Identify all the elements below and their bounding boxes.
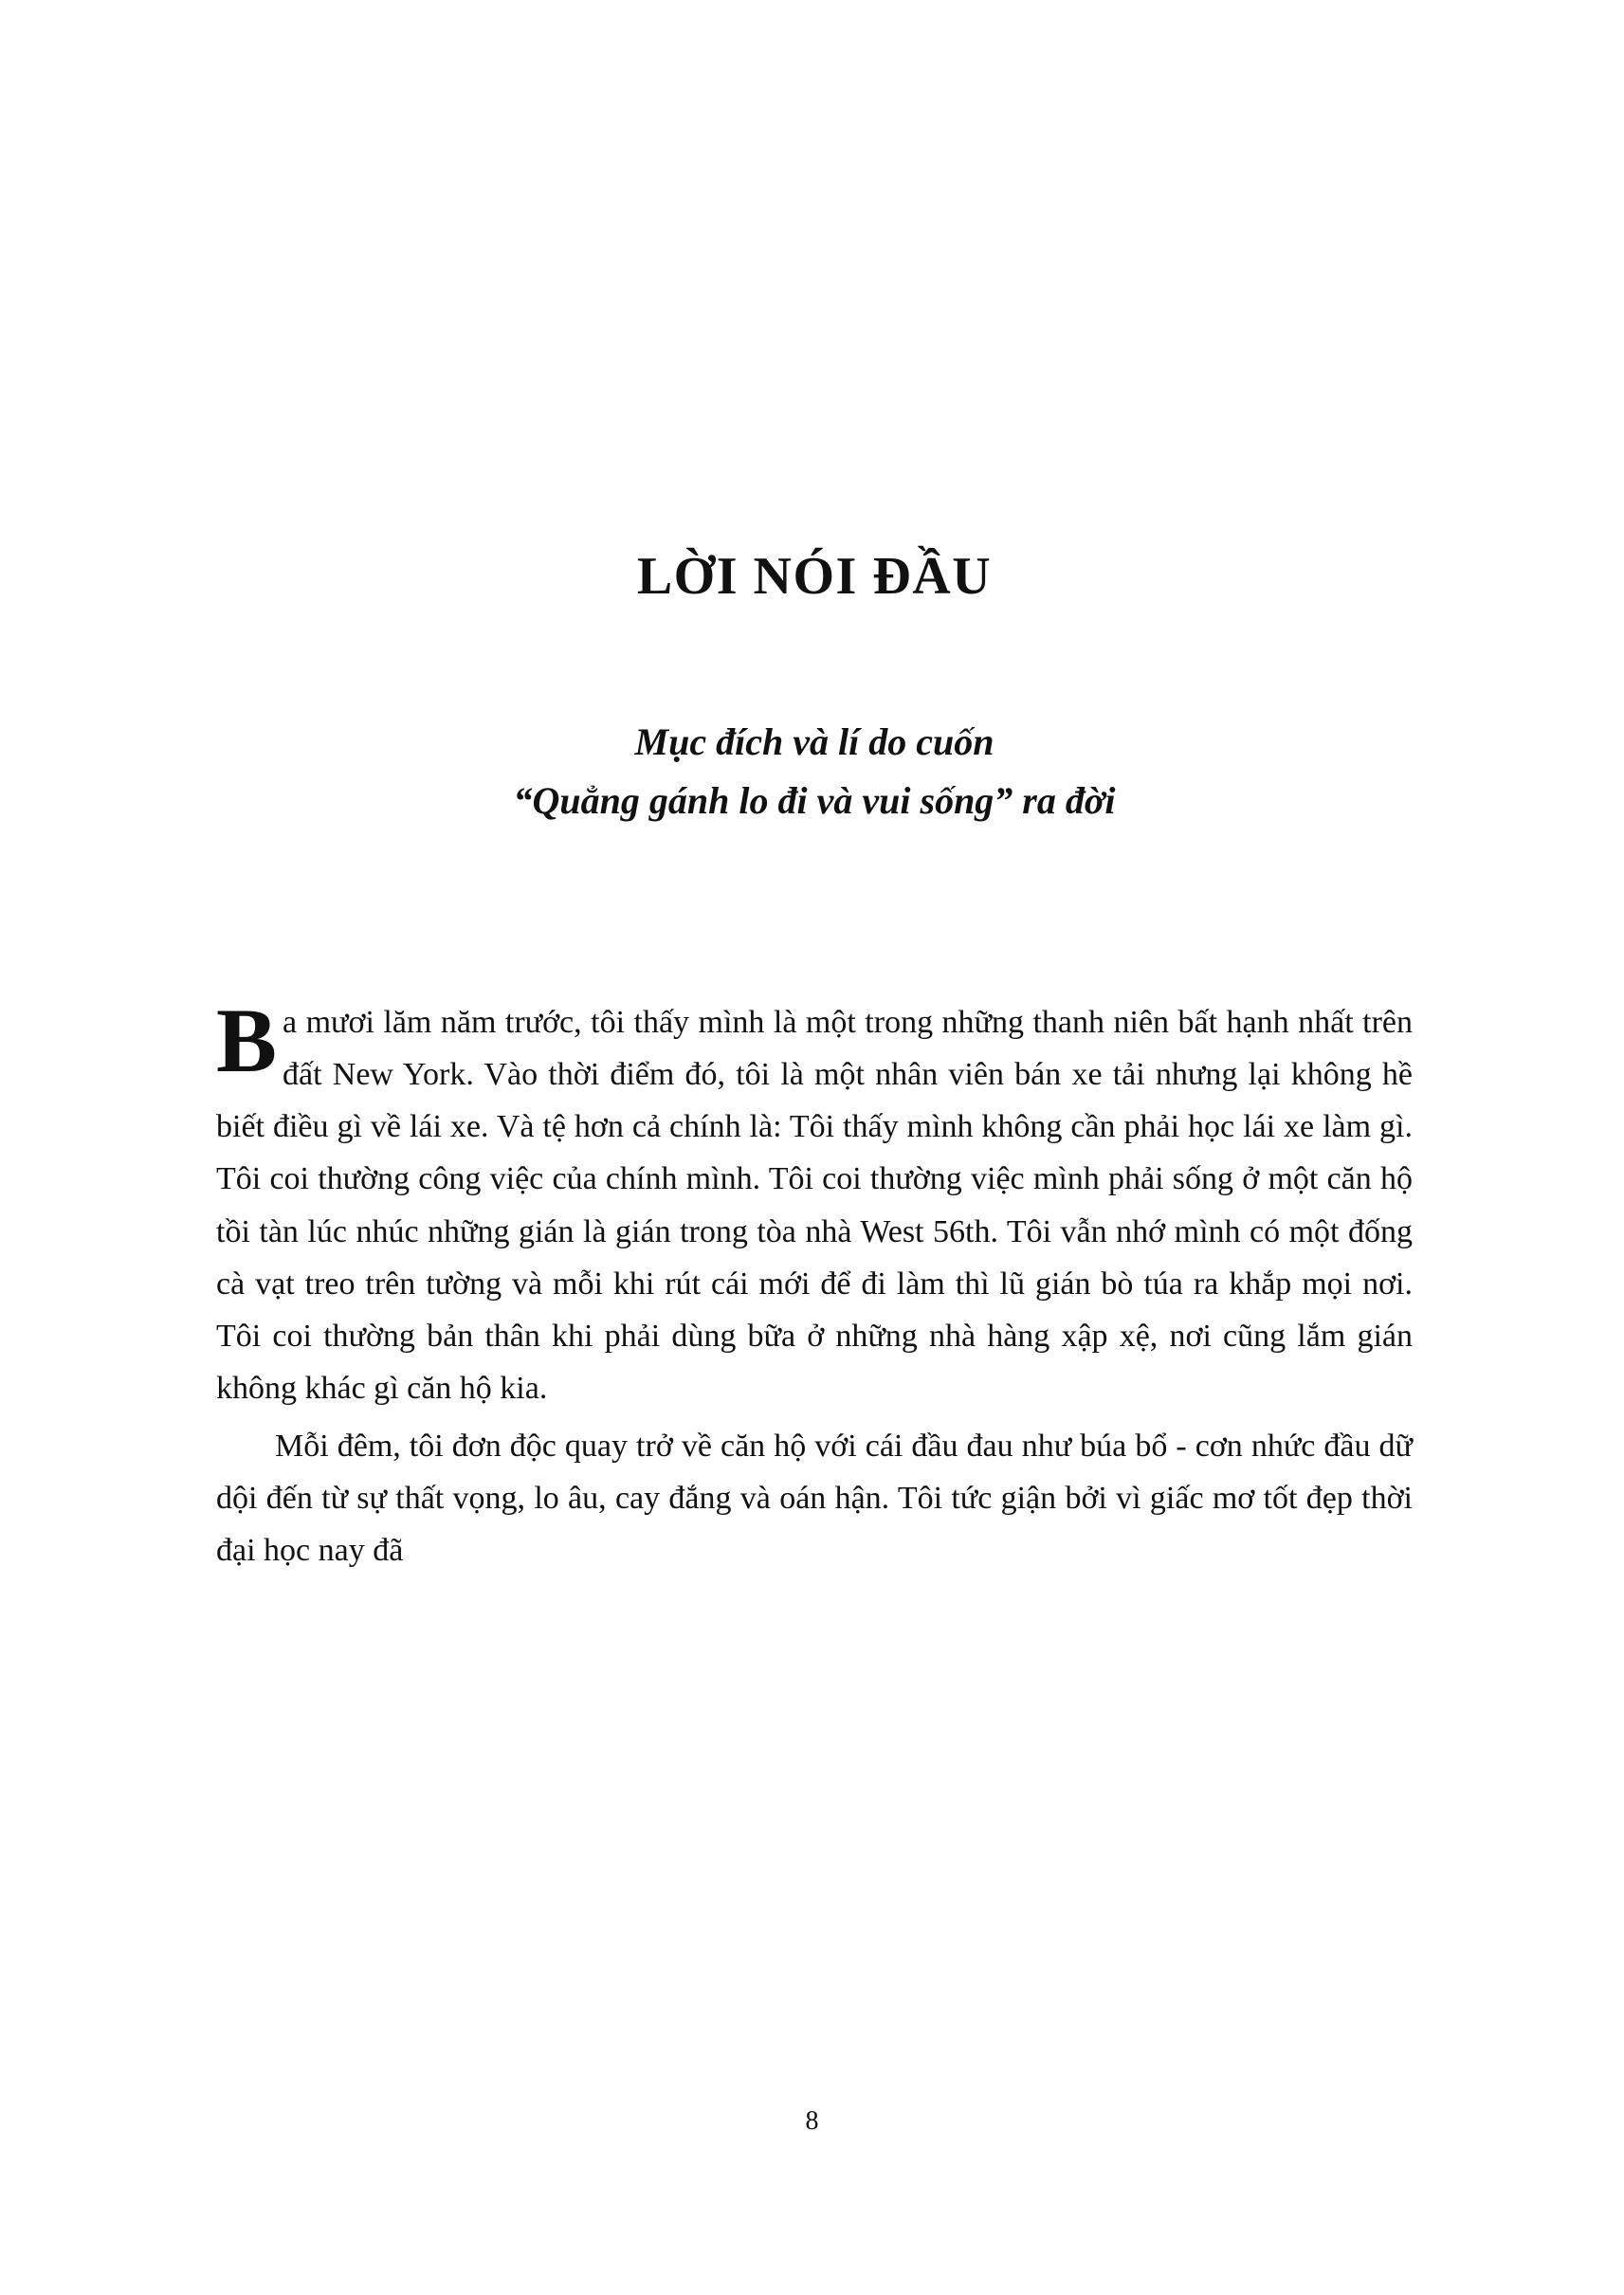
paragraph-first-text: a mươi lăm năm trước, tôi thấy mình là một trong những thanh niên bất hạnh nhất trên đất New York. Vào thời điểm đó, tôi là một nhân viên bán xe tải nhưng lại không hề biết điều gì về lái xe. Và tệ hơn cả chính là: Tôi thấy mình không cần phải học lái xe làm gì. Tôi coi thường công việc của chính mình. Tôi coi thường việc mình phải sống ở một căn hộ tồi tàn lúc nhúc những gián là gián trong tòa nhà West 56th. Tôi vẫn nhớ mình có một đống cà vạt treo trên tường và mỗi khi rút cái mới để đi làm thì lũ gián bò túa ra khắp mọi nơi. Tôi coi thường bản thân khi phải dùng bữa ở những nhà hàng xập xệ, nơi cũng lắm gián không khác gì căn hộ kia. xyxy=(216,1005,1413,1406)
paragraph-first xyxy=(216,990,1413,1414)
chapter-subtitle-line-2: “Quẳng gánh lo đi và vui sống” ra đời xyxy=(513,779,1116,823)
chapter-title: LỜI NÓI ĐẦU xyxy=(636,547,993,606)
paragraph-second: Mỗi đêm, tôi đơn độc quay trở về căn hộ với cái đầu đau như búa bổ - cơn nhức đầu dữ dội đến từ sự thất vọng, lo âu, cay đắng và oán hận. Tôi tức giận bởi vì giấc mơ tốt đẹp thời đại học nay đã xyxy=(216,1428,1413,1568)
page-number: 8 xyxy=(805,2106,819,2136)
chapter-subtitle-line-1: Mục đích và lí do cuốn xyxy=(634,720,994,764)
page-content xyxy=(216,0,1413,2295)
drop-cap-letter: B xyxy=(216,990,278,1092)
body-text xyxy=(216,990,1413,1576)
chapter-subtitle xyxy=(216,713,1413,830)
